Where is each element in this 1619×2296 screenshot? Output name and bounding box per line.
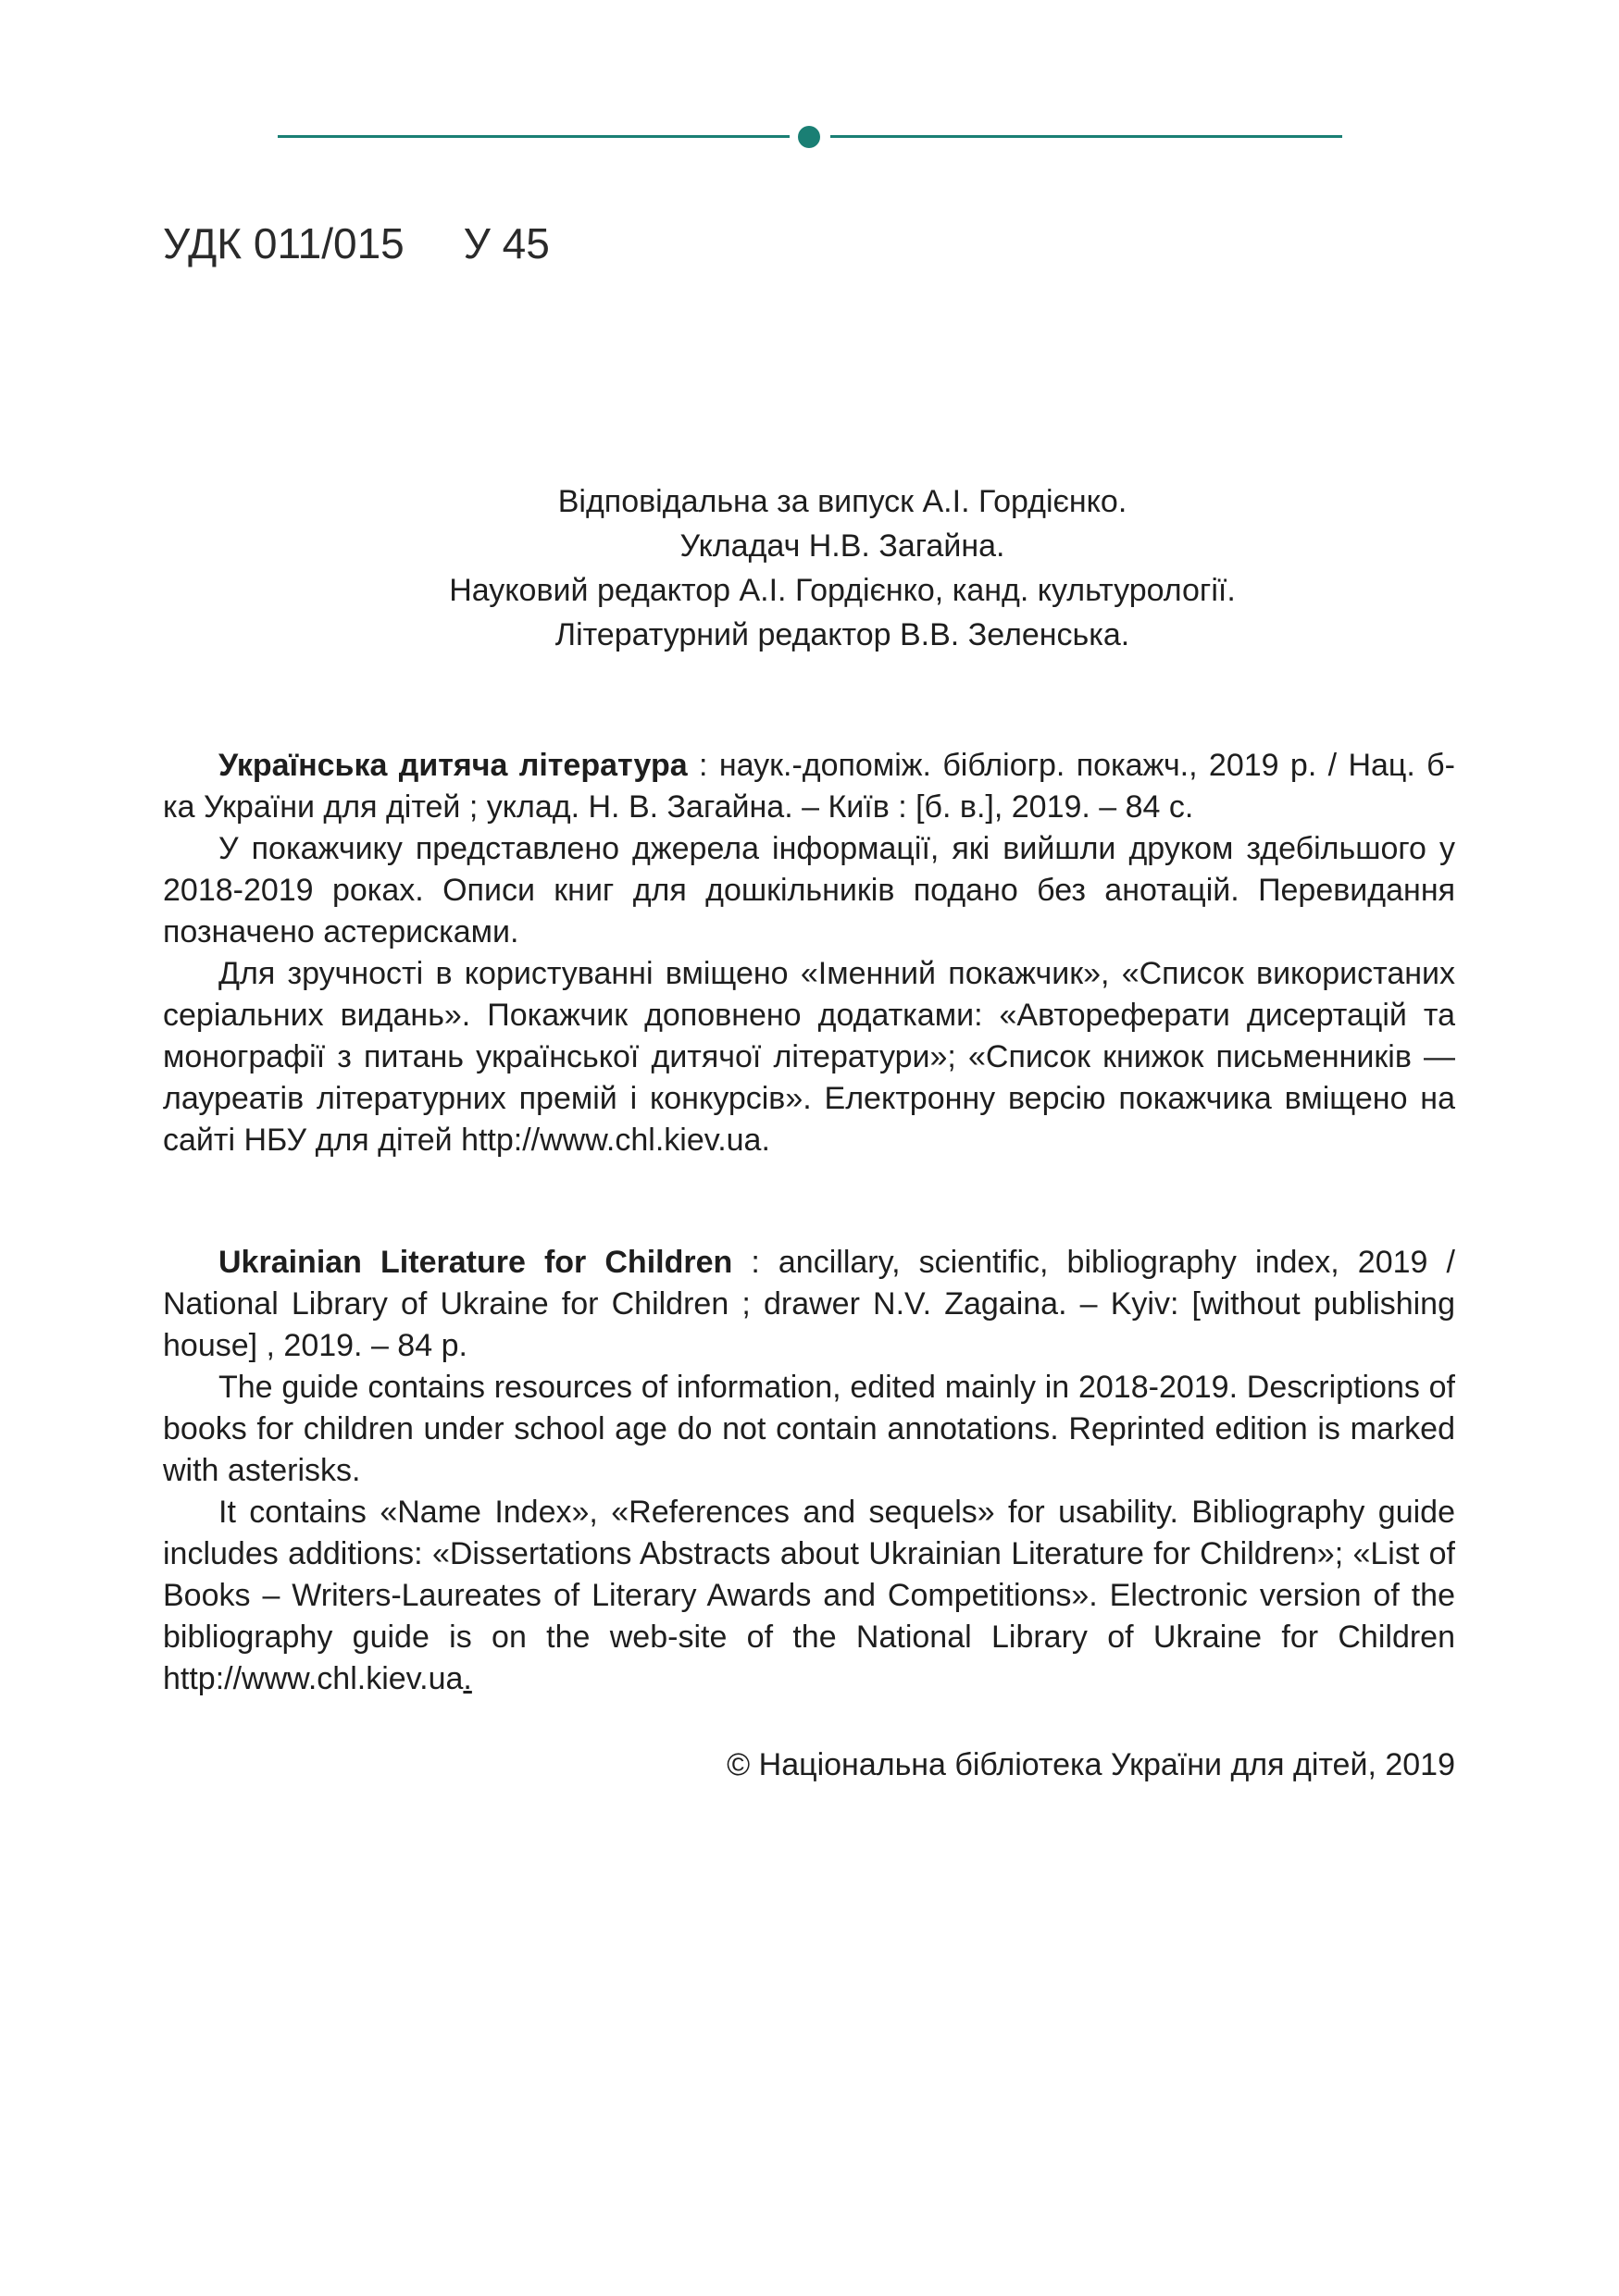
credit-line-compiler: Укладач Н.В. Загайна. (679, 528, 1005, 564)
ukrainian-paragraph-2: Для зручності в користуванні вміщено «Іменний покажчик», «Список використаних серіальних видань». Покажчик доповнено додатками: «Автореферати дисертацій та монографії з питань української дитячої літератури»; «Список книжок письменників — лауреатів літературних премій і конкурсів». Електронну версію покажчика вміщено на сайті НБУ для дітей http://www.chl.kiev.ua. (163, 956, 1455, 1158)
header-ornament (278, 124, 1342, 150)
english-paragraph-2-end: . (463, 1661, 472, 1696)
ornament-dot (798, 126, 820, 148)
credits-block (278, 479, 1407, 657)
ukrainian-citation (163, 745, 1455, 828)
english-paragraph-2 (163, 1492, 1455, 1700)
ukrainian-annotation (163, 745, 1455, 1161)
english-citation-text: : ancillary, scientific, bibliography index, 2019 / National Library of Ukraine for Children ; drawer N.V. Zagaina. – Kyiv: [without publishing house] , 2019. – 84 p. (163, 1245, 1455, 1363)
ornament-line-left (278, 135, 790, 138)
english-annotation (163, 1242, 1455, 1700)
ukrainian-paragraph-1: У покажчику представлено джерела інформації, які вийшли друком здебільшого у 2018-2019 роках. Описи книг для дошкільників подано без анотацій. Перевидання позначено астерисками. (163, 831, 1455, 949)
copyright-line: © Національна бібліотека України для дітей, 2019 (727, 1747, 1455, 1782)
english-paragraph-1: The guide contains resources of information, edited mainly in 2018-2019. Descriptions of books for children under school age do not contain annotations. Reprinted edition is marked with asterisks. (163, 1370, 1455, 1488)
english-citation (163, 1242, 1455, 1367)
ukrainian-citation-text: : наук.-допоміж. бібліогр. покажч., 2019 р. / Нац. б-ка України для дітей ; уклад. Н. В. Загайна. – Київ : [б. в.], 2019. – 84 с. (163, 748, 1455, 825)
english-title: Ukrainian Literature for Children (218, 1245, 733, 1280)
udk-code: УДК 011/015 У 45 (163, 219, 550, 267)
ornament-line-right (830, 135, 1342, 138)
credit-line-scientific-editor: Науковий редактор А.І. Гордієнко, канд. культурології. (449, 573, 1236, 608)
credit-line-literary-editor: Літературний редактор В.В. Зеленська. (554, 617, 1130, 652)
english-paragraph-2-text: It contains «Name Index», «References and sequels» for usability. Bibliography guide includes additions: «Dissertations Abstracts about Ukrainian Literature for Children»; «List of Books – Writers-Laureates of Literary Awards and Competitions». Electronic version of the bibliography guide is on the web-site of the National Library of Ukraine for Children http://www.chl.kiev.ua (163, 1495, 1455, 1696)
ukrainian-title: Українська дитяча література (218, 748, 688, 783)
credit-line-responsible: Відповідальна за випуск А.І. Гордієнко. (557, 484, 1127, 519)
